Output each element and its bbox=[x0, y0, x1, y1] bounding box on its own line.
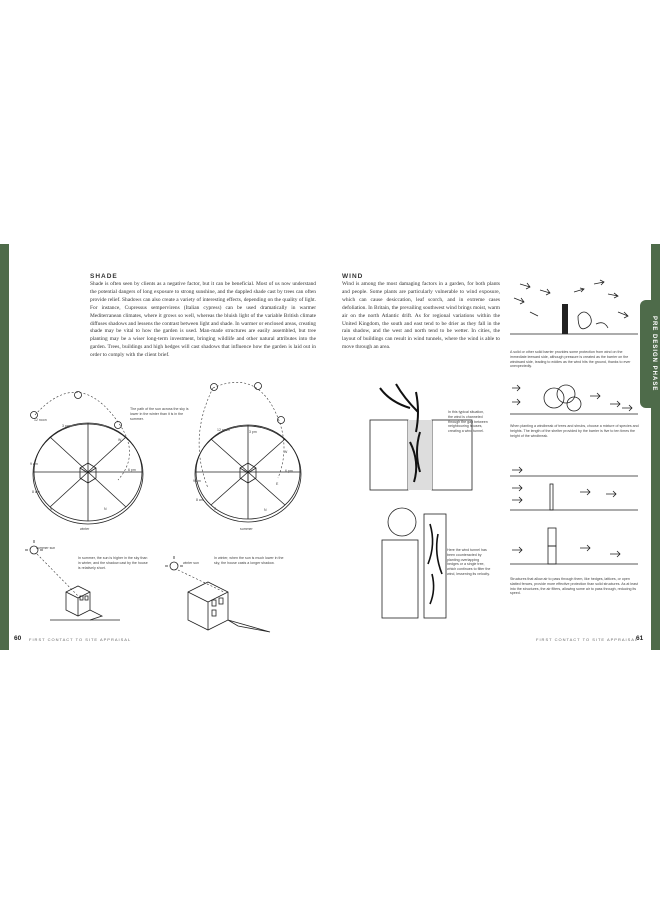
label-w-summer: W bbox=[284, 450, 288, 454]
label-w-winter: W bbox=[118, 438, 122, 442]
page-number-right: 61 bbox=[636, 635, 644, 642]
solid-barrier-wind-sketch bbox=[510, 276, 640, 340]
label-6pm-summer: 6 pm bbox=[285, 469, 293, 473]
label-9am-winter: 9 am bbox=[30, 462, 38, 466]
wind-tunnel-sketch bbox=[340, 382, 500, 490]
label-6pm-winter: 6 pm bbox=[128, 468, 136, 472]
windbreak-planting-sketch bbox=[510, 378, 640, 418]
label-e-summer: E bbox=[276, 482, 279, 486]
windbreak-caption: When planting a windbreak of trees and shrubs, choose a mixture of species and heights. The length of the shelter provided by the barrier is five to ten times the height of the windbreak. bbox=[510, 424, 639, 438]
label-s-summer: S bbox=[214, 507, 217, 511]
label-n-summer: N bbox=[264, 508, 267, 512]
label-8am-winter: 8 am bbox=[32, 490, 40, 494]
section-tab-label: PRE DESIGN PHASE bbox=[651, 316, 657, 392]
label-n-winter: N bbox=[104, 507, 107, 511]
winter-sun-label: winter sun bbox=[183, 561, 199, 565]
label-3pm-summer: 3 pm bbox=[249, 430, 257, 434]
footer-left: FIRST CONTACT TO SITE APPRAISAL bbox=[29, 637, 132, 642]
label-winter: winter bbox=[80, 527, 90, 531]
shade-body-text: Shade is often seen by clients as a negative factor, but it can be beneficial. Most of us now understand the potential dangers of long exposure to strong sunshine, and the dappled shade cast by trees can often provide relief. Shadows can also create a variety of interesting effects, depending on the quality of light. For instance, Cupressus sempervirens (Italian cypress) can be used dramatically in warmer Mediterranean climates, where it grows so well, whereas the bluish light of the variable British climate diffuses shadows and lessens the contrast between light and shade. In warmer or enclosed areas, creating shade may be vital to how the garden is used. Man-made structures are easily assembled, but tree planting may be a wiser long-term investment, bringing wildlife and other natural attributes into the garden. Trees, buildings and high hedges will cast shadows that influence how the garden is laid out in order to comply with the client brief. bbox=[90, 281, 316, 359]
wind-body-text: Wind is among the most damaging factors in a garden, for both plants and people. Some plants are particularly vulnerable to wind exposure, which can cause desiccation, leaf scorch, and in extreme cases defoliation. In Britain, the prevailing southwest wind brings moist, warm air on the north Atlantic drift. As for regional variations within the United Kingdom, the south and east tend to be drier as they fall in the rain shadow, and the west and north tend to be wetter. In cities, the layout of buildings can result in wind tunnels, where the wind is able to move through an area. bbox=[342, 281, 500, 351]
wind-tunnel-caption: In this typical situation, the wind is channeled through the gap between neighbouring houses, creating a wind tunnel. bbox=[448, 410, 488, 434]
green-edge-left bbox=[0, 244, 9, 650]
sun-path-caption: The path of the sun across the sky is lower in the winter than it is in the summer. bbox=[130, 407, 189, 421]
winter-shadow-caption: In winter, when the sun is much lower in the sky, the house casts a longer shadow. bbox=[214, 556, 284, 565]
summer-shadow-caption: In summer, the sun is higher in the sky than in winter, and the shadow cast by the house is relatively short. bbox=[78, 556, 148, 570]
sun-path-diagram-summer bbox=[178, 378, 318, 538]
page-number-left: 60 bbox=[14, 635, 22, 642]
permeable-structure-sketches bbox=[510, 460, 640, 570]
label-8am-summer: 8 am bbox=[196, 498, 204, 502]
footer-right: FIRST CONTACT TO SITE APPRAISAL bbox=[536, 637, 639, 642]
wind-heading: WIND bbox=[342, 273, 364, 280]
label-s-winter: S bbox=[50, 507, 53, 511]
counteracted-caption: Here the wind tunnel has been counteracted by planting overlapping hedges or a single tree, which continues to filter the wind, lessening its velocity. bbox=[447, 548, 491, 576]
solid-barrier-caption: A solid or other solid barrier provides some protection from wind on the immediate leeward side, although pressure is created as the barrier on the windward side, leading to eddies as the wind hits the ground, thanks to ever unexpectedly. bbox=[510, 350, 631, 369]
label-3pm-winter: 3 pm bbox=[62, 424, 70, 428]
label-summer: summer bbox=[240, 527, 253, 531]
shade-heading: SHADE bbox=[90, 273, 118, 280]
label-noon-summer: 12 noon bbox=[217, 428, 230, 432]
permeable-caption: Structures that allow air to pass through them, like hedges, lattices, or open slatted fences, provide more effective protection than solid structures. As at least into the structures, the air filters, allowing some air to pass through, reducing its speed. bbox=[510, 577, 638, 596]
label-9am-summer: 9 am bbox=[193, 479, 201, 483]
summer-sun-label: summer sun bbox=[36, 546, 56, 550]
label-noon-winter: 12 noon bbox=[34, 418, 47, 422]
